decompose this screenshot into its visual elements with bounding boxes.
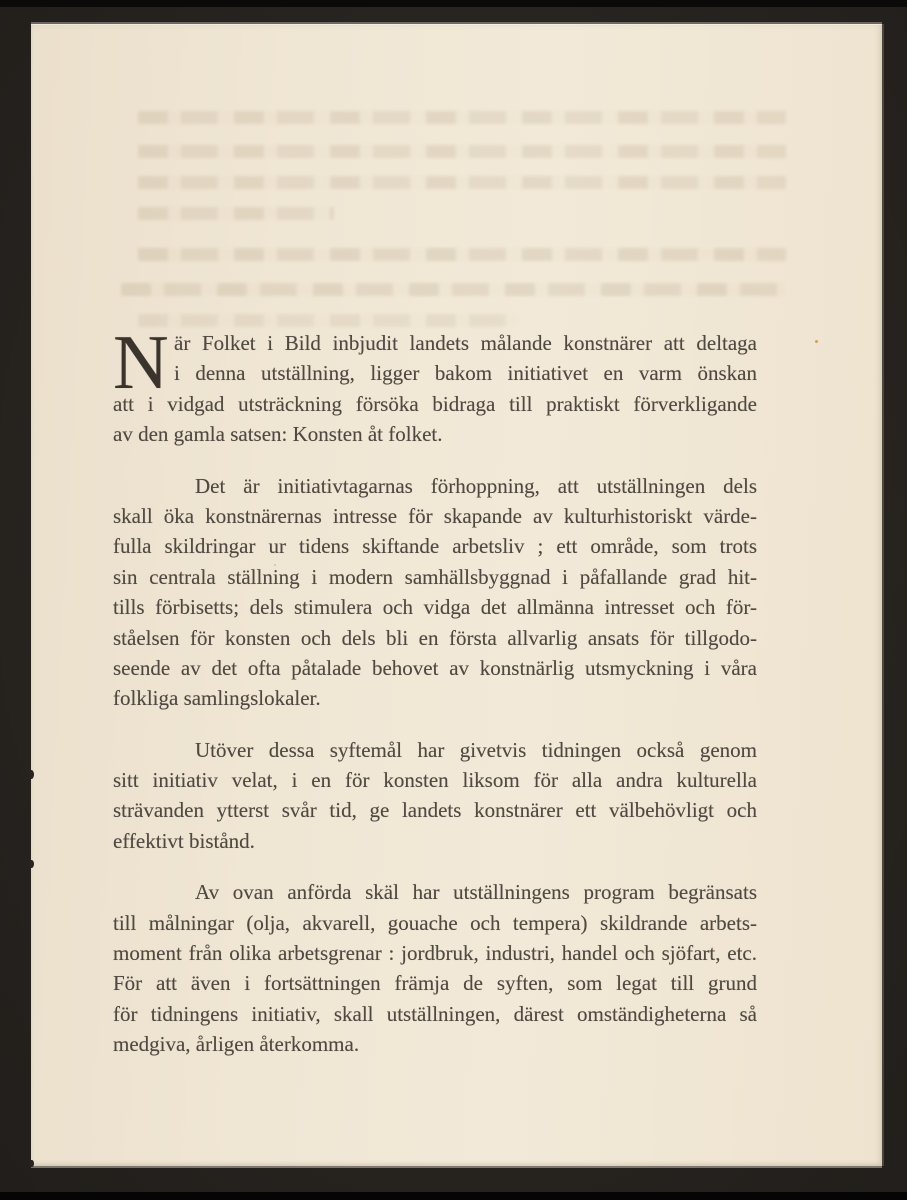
bleed-through-line	[138, 314, 518, 327]
paragraph	[113, 877, 757, 1059]
paragraph	[113, 471, 757, 714]
text-line: Av ovan anförda skäl har utställningens program begränsats	[195, 880, 757, 905]
text-line: till målningar (olja, akvarell, gouache och tempera) skildrande arbets-	[113, 910, 757, 935]
bleed-through-line	[138, 111, 786, 124]
text-line: fulla skildringar ur tidens skiftande arbetsliv ; ett område, som trots	[113, 534, 757, 559]
paper-speck	[815, 340, 818, 343]
text-line: av den gamla satsen: Konsten åt folket.	[113, 422, 443, 447]
text-line: för tidningens initiativ, skall utställningen, därest omständigheterna så	[113, 1001, 757, 1026]
drop-cap-letter: N	[113, 319, 169, 405]
paragraph	[113, 735, 757, 857]
bleed-through-line	[138, 207, 334, 220]
text-line: medgiva, årligen återkomma.	[113, 1032, 360, 1057]
bleed-through-line	[138, 248, 786, 261]
text-line: effektivt bistånd.	[113, 828, 255, 853]
bottom-black-band	[0, 1192, 907, 1200]
text-line: Det är initiativtagarnas förhoppning, att utställningen dels	[195, 473, 757, 498]
page-edge-notch	[30, 1160, 34, 1167]
bleed-through-line	[121, 283, 786, 296]
document-page	[31, 24, 882, 1166]
page-edge-notch	[29, 770, 34, 779]
text-line: seende av det ofta påtalade behovet av konstnärlig utsmyckning i våra	[113, 655, 757, 680]
text-line: att i vidgad utsträckning försöka bidraga till praktiskt förverkligande	[113, 391, 757, 416]
top-black-band	[0, 0, 907, 7]
text-line: folkliga samlingslokaler.	[113, 686, 321, 711]
text-line: För att även i fortsättningen främja de syften, som legat till grund	[113, 971, 757, 996]
text-line: moment från olika arbetsgrenar : jordbruk, industri, handel och sjöfart, etc.	[113, 941, 757, 966]
text-line: ståelsen för konsten och dels bli en första allvarlig ansats för tillgodo-	[113, 625, 757, 650]
bleed-through-line	[138, 145, 786, 158]
text-line: tills förbisetts; dels stimulera och vidga det allmänna intresset och för-	[113, 595, 757, 620]
text-line: är Folket i Bild inbjudit landets målande konstnärer att deltaga	[174, 331, 757, 355]
text-block	[113, 319, 757, 1060]
bleed-through-line	[138, 176, 786, 189]
text-line: sin centrala ställning i modern samhällsbyggnad i påfallande grad hit-	[113, 564, 757, 589]
text-line: Utöver dessa syftemål har givetvis tidningen också genom	[195, 737, 757, 762]
text-line: strävanden ytterst svår tid, ge landets konstnärer ett välbehövligt och	[113, 798, 757, 823]
paragraph	[113, 319, 757, 450]
page-edge-notch	[29, 860, 34, 868]
text-line: skall öka konstnärernas intresse för skapande av kulturhistoriskt värde-	[113, 503, 757, 528]
text-line: sitt initiativ velat, i en för konsten liksom för alla andra kulturella	[113, 768, 757, 793]
text-line: i denna utställning, ligger bakom initiativet en varm önskan	[174, 361, 757, 386]
